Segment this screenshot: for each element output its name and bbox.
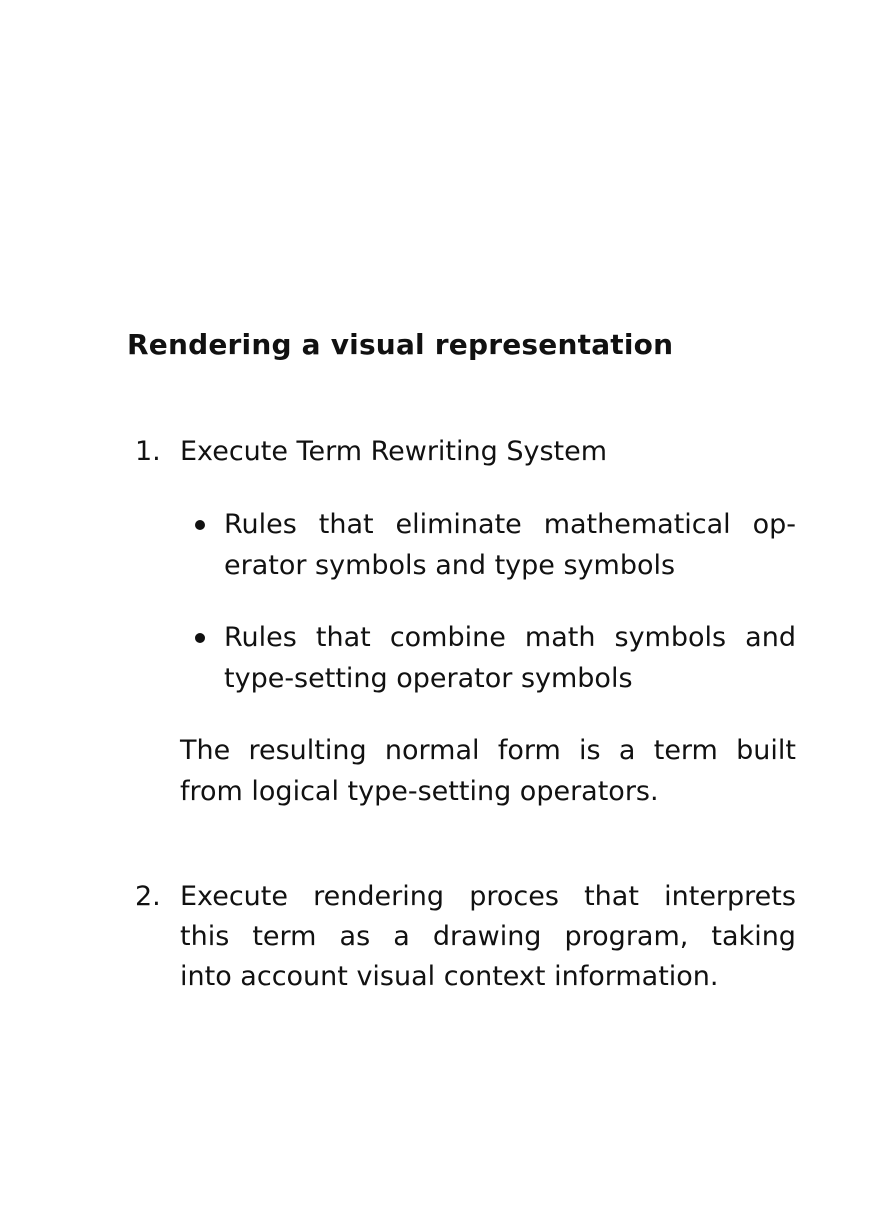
bullet-1-line-2: erator symbols and type symbols — [224, 550, 676, 581]
bullet-dot-2 — [195, 633, 205, 643]
word: is — [579, 735, 601, 766]
word: that — [318, 509, 374, 540]
word: Rules — [224, 509, 297, 540]
bullet-dot-1 — [195, 520, 205, 530]
word: normal — [384, 735, 480, 766]
result-line-1 — [180, 737, 796, 764]
word: The — [180, 735, 231, 766]
word: this — [180, 921, 230, 952]
word: form — [497, 735, 561, 766]
word: combine — [389, 622, 506, 653]
word: term — [252, 921, 317, 952]
word: a — [618, 735, 636, 766]
word: and — [745, 622, 796, 653]
item-2-number: 2. — [135, 881, 161, 912]
item-1-heading: Execute Term Rewriting System — [180, 436, 608, 467]
word: as — [339, 921, 371, 952]
word: proces — [469, 881, 559, 912]
word: drawing — [432, 921, 542, 952]
word: built — [736, 735, 796, 766]
result-line-2: from logical type-setting operators. — [180, 776, 659, 807]
word: rendering — [313, 881, 445, 912]
word: eliminate — [395, 509, 522, 540]
item-2-line-1 — [180, 883, 796, 910]
word: symbols — [614, 622, 727, 653]
item-1-number: 1. — [135, 436, 161, 467]
word: mathematical — [543, 509, 731, 540]
word: that — [315, 622, 371, 653]
bullet-2-line-1 — [224, 624, 796, 651]
item-2-line-2 — [180, 923, 796, 950]
word: math — [524, 622, 596, 653]
bullet-2-line-2: type-setting operator symbols — [224, 663, 633, 694]
bullet-1-line-1 — [224, 511, 796, 538]
word: that — [584, 881, 639, 912]
slide-title: Rendering a visual representation — [127, 328, 674, 361]
word: Execute — [180, 881, 288, 912]
word: program, — [564, 921, 689, 952]
word: taking — [711, 921, 796, 952]
word: interprets — [664, 881, 796, 912]
word: Rules — [224, 622, 297, 653]
word: a — [393, 921, 410, 952]
word: op- — [752, 509, 796, 540]
item-2-line-3: into account visual context information. — [180, 961, 719, 992]
word: resulting — [248, 735, 367, 766]
word: term — [653, 735, 718, 766]
